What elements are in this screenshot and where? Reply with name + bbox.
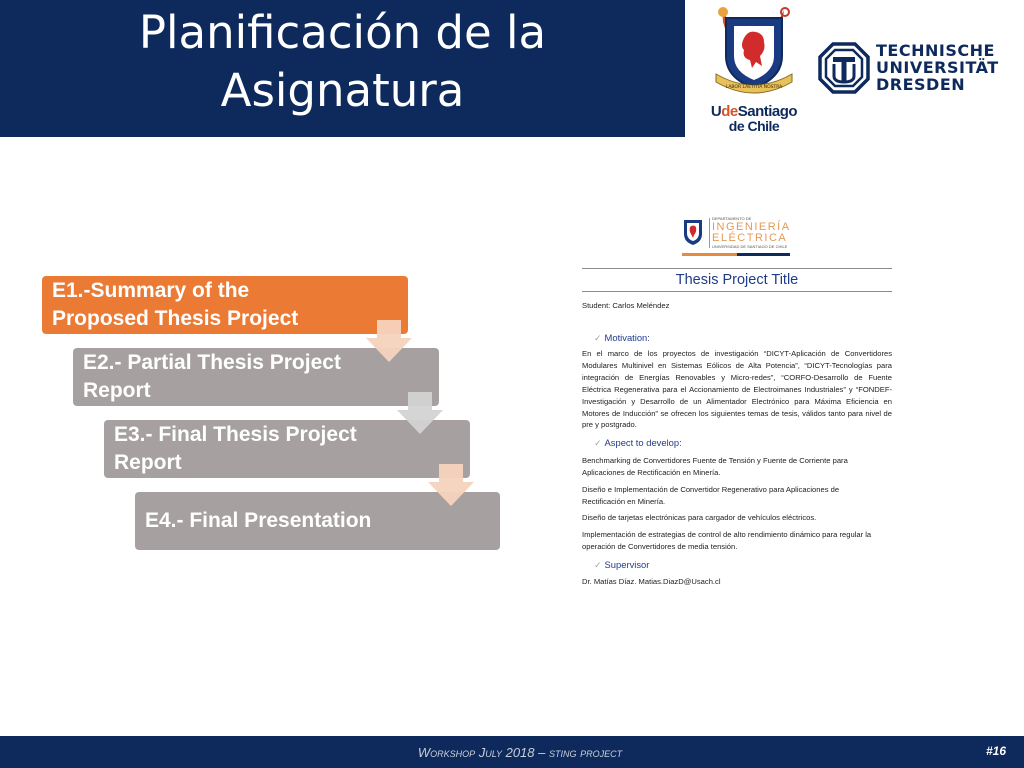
doc-motivation-heading-text: Motivation: — [604, 332, 650, 343]
arrow-down-icon — [428, 464, 474, 506]
step-e3-line2: Report — [114, 451, 182, 474]
tud-line2: UNIVERSITÄT — [876, 58, 999, 77]
doc-title: Thesis Project Title — [675, 272, 799, 288]
step-e1-line2: Proposed Thesis Project — [52, 307, 299, 330]
usach-wordmark-chile: de Chile — [728, 118, 780, 134]
doc-aspect-item: Diseño e Implementación de Convertidor Regenerativo para Aplicaciones de Rectificación en Minería. — [582, 485, 840, 506]
doc-accent-bar-orange — [682, 253, 737, 256]
doc-university: UNIVERSIDAD DE SANTIAGO DE CHILE — [712, 244, 788, 249]
step-e1 — [42, 276, 408, 334]
doc-supervisor-heading — [594, 559, 649, 571]
arrow-down-icon — [397, 392, 443, 434]
doc-supervisor-heading-text: Supervisor — [604, 559, 650, 570]
doc-aspect-heading — [594, 437, 682, 449]
tud-line3: DRESDEN — [876, 75, 966, 94]
doc-student: Student: Carlos Meléndez — [582, 301, 670, 310]
doc-aspect-item: Benchmarking de Convertidores Fuente de Tensión y Fuente de Corriente para Aplicaciones de Rectificación en Minería. — [582, 456, 848, 477]
page-number: #16 — [985, 744, 1007, 758]
doc-aspect-item: Implementación de estrategias de control de alto rendimiento dinámico para regular la operación de Convertidores de media tensión. — [582, 530, 872, 551]
step-e2-line1: E2.- Partial Thesis Project — [83, 351, 341, 374]
checkmark-icon: ✓ — [594, 333, 602, 343]
slide-title-line2: Asignatura — [220, 64, 465, 117]
doc-aspect-heading-text: Aspect to develop: — [604, 437, 682, 448]
usach-wordmark-de: de — [721, 103, 738, 120]
doc-header-divider — [709, 218, 710, 248]
doc-motivation-text: En el marco de los proyectos de investigación “DICYT-Aplicación de Convertidores Modulares Multinivel en Sistemas Eólicos de Alta Potencia”, “DICYT-Tecnologías para integración de Energías Renovables y Micro-redes”, “CORFO-Desarrollo de Fuente Eléctrica Regenerativa para el Accionamiento de Electroimanes Industriales” y “FONDEF-Investigación y Desarrollo de un Alimentador Electrónico para Máxima Eficiencia en Motores de Inducción” se ofrecen los siguientes temas de tesis, válidos tanto para nivel de pre y postgrado. — [582, 349, 892, 430]
tu-dresden-logo-icon — [818, 42, 870, 94]
step-e4-line1: E4.- Final Presentation — [145, 509, 372, 532]
slide-title-line1: Planificación de la — [138, 6, 547, 59]
arrow-down-icon — [366, 320, 412, 362]
usach-motto: LABOR LAETITIA NOSTRA — [725, 85, 783, 90]
doc-accent-bar-navy — [737, 253, 790, 256]
usach-wordmark-u: U — [710, 103, 722, 120]
doc-electrica: ELÉCTRICA — [712, 232, 788, 244]
usach-wordmark — [708, 104, 800, 134]
checkmark-icon: ✓ — [594, 560, 602, 570]
checkmark-icon: ✓ — [594, 438, 602, 448]
doc-supervisor-text: Dr. Matías Díaz. Matias.DiazD@Usach.cl — [582, 577, 721, 586]
doc-motivation-heading — [594, 332, 650, 344]
doc-dept: DEPARTAMENTO DE — [712, 216, 752, 221]
doc-aspect-item: Diseño de tarjetas electrónicas para cargador de vehículos eléctricos. — [582, 513, 817, 522]
tud-line1: TECHNISCHE — [876, 41, 995, 60]
doc-title-rule-bottom — [582, 291, 892, 292]
doc-ingenieria: INGENIERÍA — [712, 221, 791, 233]
step-e2-line2: Report — [83, 379, 151, 402]
doc-title-rule-top — [582, 268, 892, 269]
footer-text: Workshop July 2018 – sting project — [417, 745, 623, 760]
slide-title — [0, 4, 685, 120]
doc-crest-icon — [682, 218, 704, 246]
usach-wordmark-santiago: Santiago — [737, 103, 798, 120]
tu-dresden-wordmark — [876, 42, 999, 93]
step-e1-line1: E1.-Summary of the — [52, 279, 250, 302]
step-e3-line1: E3.- Final Thesis Project — [114, 423, 357, 446]
